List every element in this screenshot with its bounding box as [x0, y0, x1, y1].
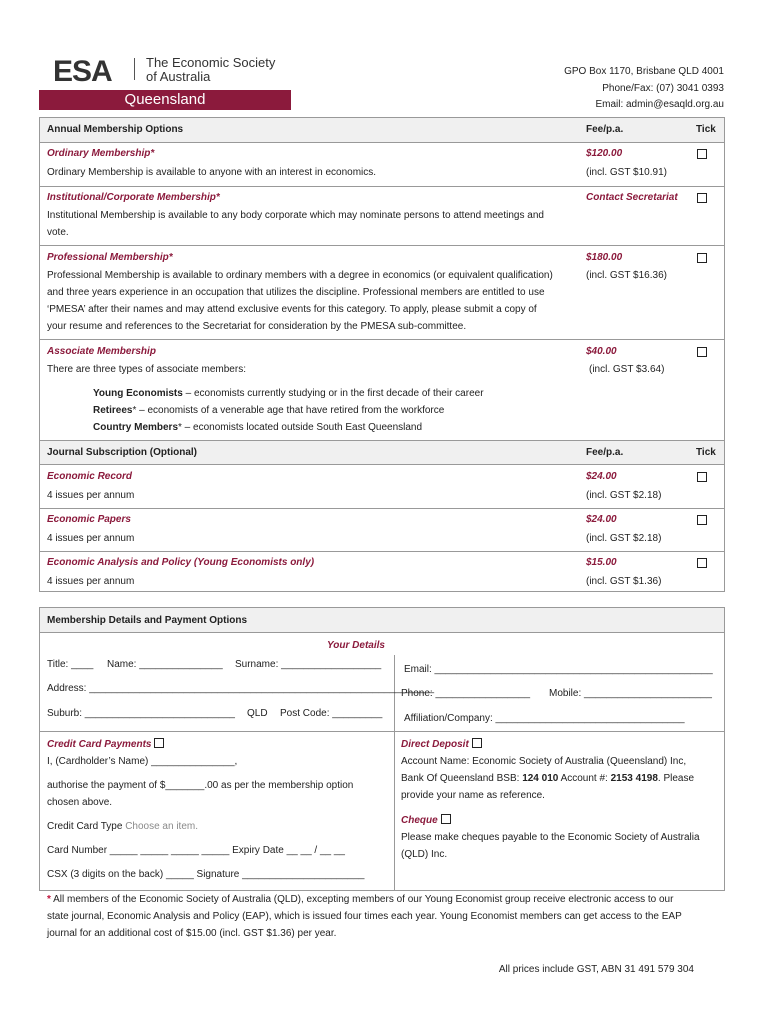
dd-account-name: Account Name: Economic Society of Australia (Queensland) Inc, [401, 756, 687, 767]
institutional-desc-1: Institutional Membership is available to any body corporate which may nominate persons to attend meetings and [47, 210, 544, 221]
cardholder-line[interactable]: I, (Cardholder’s Name) _______________, [47, 756, 238, 767]
journal-title: Journal Subscription (Optional) [47, 447, 197, 458]
mobile-field[interactable]: Mobile: _______________________ [549, 688, 712, 699]
journal-item-gst: (incl. GST $2.18) [586, 533, 662, 544]
title-field[interactable]: Title: ____ [47, 659, 94, 670]
region-banner: Queensland [39, 90, 291, 110]
journal-tick-header: Tick [696, 447, 716, 458]
professional-desc-4: your resume and references to the Secretariat for consideration by the PMESA sub-committee. [47, 321, 467, 332]
journal-item-fee: $24.00 [586, 471, 617, 482]
contact-email: Email: admin@esaqld.org.au [595, 99, 724, 110]
details-border-right [724, 607, 725, 891]
journal-item-desc: 4 issues per annum [47, 576, 135, 587]
economic-papers-checkbox[interactable] [697, 515, 707, 525]
your-details-heading: Your Details [327, 640, 385, 651]
divider [39, 142, 725, 143]
ordinary-checkbox[interactable] [697, 149, 707, 159]
logo-line-1: The Economic Society [146, 55, 276, 70]
associate-name: Associate Membership [47, 346, 156, 357]
ordinary-desc: Ordinary Membership is available to anyone with an interest in economics. [47, 167, 377, 178]
footnote-line-3: journal for an additional cost of $15.00 (incl. GST $1.36) per year. [47, 928, 337, 939]
name-field[interactable]: Name: _______________ [107, 659, 223, 670]
authorise-line[interactable]: authorise the payment of $_______.00 as per the membership option [47, 780, 354, 791]
professional-desc-2: and three years experience in an occupation that utilizes the discipline. Professional members are entitled to use [47, 287, 545, 298]
postcode-field[interactable]: Post Code: _________ [280, 708, 383, 719]
economic-record-checkbox[interactable] [697, 472, 707, 482]
journal-item-fee: $15.00 [586, 557, 617, 568]
contact-address: GPO Box 1170, Brisbane QLD 4001 [564, 66, 724, 77]
divider [39, 551, 725, 552]
details-border-left [39, 607, 40, 891]
card-type-select[interactable]: Choose an item. [125, 821, 199, 832]
cheque-payable-2: (QLD) Inc. [401, 849, 448, 860]
institutional-name: Institutional/Corporate Membership* [47, 192, 220, 203]
divider [39, 731, 725, 732]
ordinary-fee: $120.00 [586, 148, 623, 159]
dd-reference-note: provide your name as reference. [401, 790, 545, 801]
csx-signature-line[interactable]: CSX (3 digits on the back) _____ Signature ______________________ [47, 869, 365, 880]
annual-title: Annual Membership Options [47, 124, 184, 135]
professional-gst: (incl. GST $16.36) [586, 270, 667, 281]
divider [39, 632, 725, 633]
institutional-desc-2: vote. [47, 227, 69, 238]
institutional-fee: Contact Secretariat [586, 192, 678, 203]
journal-item-desc: 4 issues per annum [47, 533, 135, 544]
professional-name: Professional Membership* [47, 252, 173, 263]
professional-desc-1: Professional Membership is available to ordinary members with a degree in economics (or equivalent qualification) [47, 270, 553, 281]
suburb-field[interactable]: Suburb: ___________________________ [47, 708, 235, 719]
journal-item-name: Economic Record [47, 471, 133, 482]
authorise-line-2: chosen above. [47, 797, 113, 808]
professional-fee: $180.00 [586, 252, 623, 263]
dd-bank-details: Bank Of Queensland BSB: 124 010 Account #: 2153 4198. Please [401, 773, 695, 784]
credit-card-checkbox[interactable] [154, 738, 164, 748]
ordinary-name: Ordinary Membership* [47, 148, 155, 159]
card-number-line[interactable]: Card Number _____ _____ _____ _____ Expiry Date __ __ / __ __ [47, 845, 345, 856]
state-label: QLD [247, 708, 268, 719]
journal-item-fee: $24.00 [586, 514, 617, 525]
eap-checkbox[interactable] [697, 558, 707, 568]
associate-type-retirees: Retirees* – economists of a venerable age that have retired from the workforce [93, 405, 445, 416]
direct-deposit-heading: Direct Deposit [401, 738, 482, 750]
cheque-heading: Cheque [401, 814, 451, 826]
annual-tick-header: Tick [696, 124, 716, 135]
logo-divider [134, 58, 135, 80]
institutional-checkbox[interactable] [697, 193, 707, 203]
journal-fee-header: Fee/p.a. [586, 447, 624, 458]
professional-checkbox[interactable] [697, 253, 707, 263]
associate-type-country: Country Members* – economists located outside South East Queensland [93, 422, 423, 433]
journal-item-gst: (incl. GST $2.18) [586, 490, 662, 501]
divider [39, 339, 725, 340]
divider [39, 508, 725, 509]
professional-desc-3: ‘PMESA’ after their names and may attend exclusive events for this category. To apply, please submit a copy of [47, 304, 537, 315]
journal-item-gst: (incl. GST $1.36) [586, 576, 662, 587]
divider [39, 245, 725, 246]
footnote-line-1: * All members of the Economic Society of Australia (QLD), excepting members of our Young Economist group receive electronic access to our [47, 894, 674, 905]
details-title: Membership Details and Payment Options [47, 615, 248, 626]
esa-logo-text [146, 56, 275, 84]
surname-field[interactable]: Surname: __________________ [235, 659, 382, 670]
table-border-bottom [39, 591, 725, 592]
logo-line-2: of Australia [146, 69, 211, 84]
journal-item-desc: 4 issues per annum [47, 490, 135, 501]
footnote-line-2: state journal, Economic Analysis and Policy (EAP), which is issued four times each year. Young Economist members can get access to the EAP [47, 911, 682, 922]
journal-item-name: Economic Analysis and Policy (Young Economists only) [47, 557, 315, 568]
journal-item-name: Economic Papers [47, 514, 131, 525]
footnote [47, 894, 723, 939]
direct-deposit-checkbox[interactable] [472, 738, 482, 748]
divider [39, 464, 725, 465]
associate-fee: $40.00 [586, 346, 617, 357]
associate-desc: There are three types of associate members: [47, 364, 246, 375]
associate-gst: (incl. GST $3.64) [589, 364, 665, 375]
associate-type-young: Young Economists – economists currently studying or in the first decade of their career [93, 388, 484, 399]
annual-fee-header: Fee/p.a. [586, 124, 624, 135]
contact-phone: Phone/Fax: (07) 3041 0393 [602, 83, 724, 94]
divider [39, 186, 725, 187]
esa-logo-mark: ESA [53, 55, 112, 88]
table-border-right [724, 117, 725, 591]
ordinary-gst: (incl. GST $10.91) [586, 167, 667, 178]
details-border-bottom [39, 890, 725, 891]
associate-checkbox[interactable] [697, 347, 707, 357]
address-field[interactable]: Address: ______________________________________________________________ [47, 683, 435, 694]
email-field[interactable]: Email: __________________________________________________ [404, 664, 713, 675]
cheque-checkbox[interactable] [441, 814, 451, 824]
gst-abn-note: All prices include GST, ABN 31 491 579 304 [498, 964, 694, 975]
table-border-left [39, 117, 40, 591]
affiliation-field[interactable]: Affiliation/Company: __________________________________ [404, 713, 685, 724]
cheque-payable-1: Please make cheques payable to the Economic Society of Australia [401, 832, 700, 843]
phone-field[interactable]: Phone: _________________ [401, 688, 531, 699]
credit-card-heading: Credit Card Payments [47, 738, 164, 750]
card-type-row: Credit Card Type Choose an item. [47, 821, 199, 832]
